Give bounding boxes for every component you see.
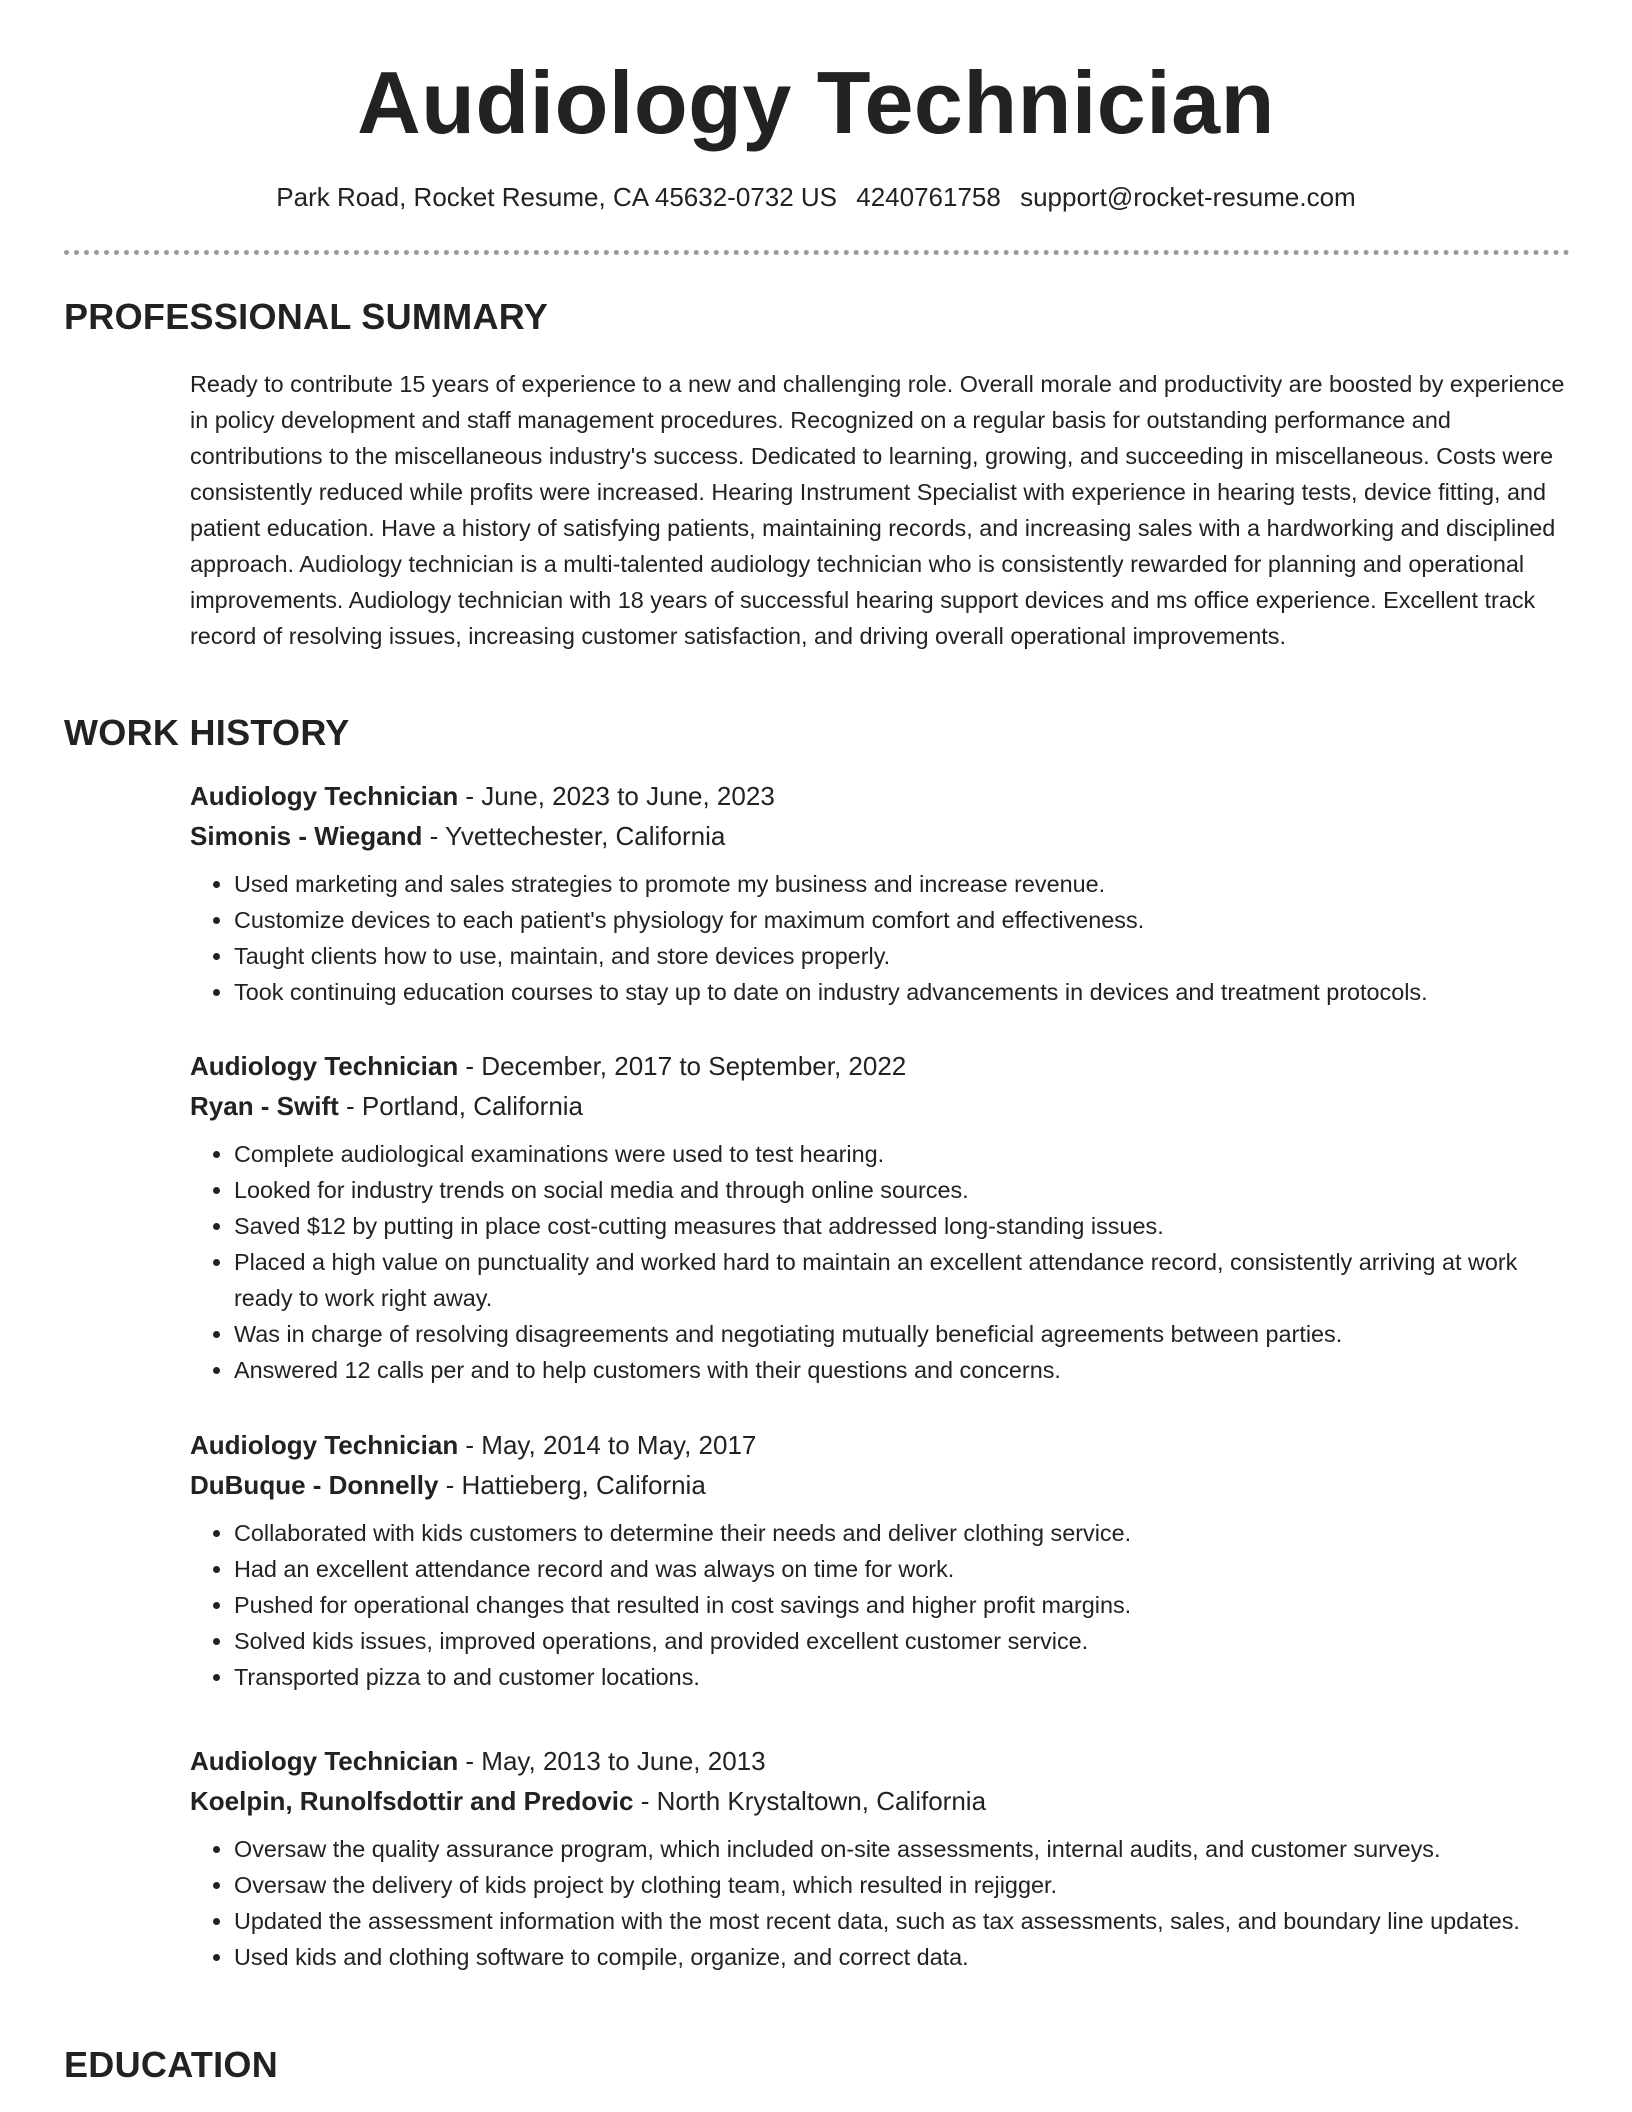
job-title-line [190,1741,1580,1781]
job-company: Ryan - Swift [190,1091,339,1121]
job-bullets [190,1831,1580,1975]
job-bullet: • Answered 12 calls per and to help customers with their questions and concerns. [234,1352,1580,1388]
job-bullet: • Solved kids issues, improved operations, and provided excellent customer service. [234,1623,1580,1659]
job-entry [190,776,1580,1010]
job-role: Audiology Technician [190,1051,459,1081]
job-bullet: • Had an excellent attendance record and was always on time for work. [234,1551,1580,1587]
job-dates: - December, 2017 to September, 2022 [458,1051,907,1081]
job-bullet: • Saved $12 by putting in place cost-cutting measures that addressed long-standing issues. [234,1208,1580,1244]
job-dates: - June, 2023 to June, 2023 [458,781,775,811]
job-dates: - May, 2014 to May, 2017 [458,1430,757,1460]
job-bullet: • Looked for industry trends on social media and through online sources. [234,1172,1580,1208]
job-dates: - May, 2013 to June, 2013 [458,1746,766,1776]
job-bullets [190,1136,1580,1388]
contact-line [0,182,1632,213]
job-company: Koelpin, Runolfsdottir and Predovic [190,1786,634,1816]
job-role: Audiology Technician [190,1430,459,1460]
job-bullets [190,1515,1580,1695]
section-title-summary: PROFESSIONAL SUMMARY [64,296,549,337]
job-company-line [190,1086,1580,1126]
job-bullet: • Collaborated with kids customers to determine their needs and deliver clothing service. [234,1515,1580,1551]
job-bullet: • Updated the assessment information with the most recent data, such as tax assessments, sales, and boundary line updates. [234,1903,1580,1939]
resume-name: Audiology Technician [357,53,1275,152]
job-title-line [190,1046,1580,1086]
job-company-line [190,1781,1580,1821]
job-entry [190,1741,1580,1975]
job-bullet: • Complete audiological examinations were used to test hearing. [234,1136,1580,1172]
job-bullet: • Oversaw the quality assurance program, which included on-site assessments, internal audits, and customer surveys. [234,1831,1580,1867]
job-location: - Portland, California [338,1091,584,1121]
contact-address: Park Road, Rocket Resume, CA 45632-0732 US [276,182,838,212]
job-role: Audiology Technician [190,781,459,811]
job-company: Simonis - Wiegand [190,821,423,851]
job-bullets [190,866,1580,1010]
job-bullet: • Customize devices to each patient's physiology for maximum comfort and effectiveness. [234,902,1580,938]
header-divider [64,250,1570,255]
job-bullet: • Taught clients how to use, maintain, and store devices properly. [234,938,1580,974]
job-location: - Hattieberg, California [438,1470,706,1500]
job-bullet: • Transported pizza to and customer locations. [234,1659,1580,1695]
job-bullet: • Oversaw the delivery of kids project by clothing team, which resulted in rejigger. [234,1867,1580,1903]
section-title-work-history: WORK HISTORY [64,712,350,753]
job-location: - Yvettechester, California [422,821,726,851]
job-company-line [190,1465,1580,1505]
contact-phone: 4240761758 [856,182,1001,212]
job-entry [190,1425,1580,1695]
job-bullet: • Placed a high value on punctuality and worked hard to maintain an excellent attendance record, consistently arriving at work ready to work right away. [234,1244,1580,1316]
job-bullet: • Was in charge of resolving disagreements and negotiating mutually beneficial agreements between parties. [234,1316,1580,1352]
job-bullet: • Used kids and clothing software to compile, organize, and correct data. [234,1939,1580,1975]
job-role: Audiology Technician [190,1746,459,1776]
job-company: DuBuque - Donnelly [190,1470,439,1500]
job-title-line [190,1425,1580,1465]
job-title-line [190,776,1580,816]
summary-text: Ready to contribute 15 years of experience to a new and challenging role. Overall morale and productivity are boosted by experience in policy development and staff management procedures. Recognized on a regular basis for outstanding performance and contributions to the miscellaneous industry's success. Dedicated to learning, growing, and succeeding in miscellaneous. Costs were consistently reduced while profits were increased. Hearing Instrument Specialist with experience in hearing tests, device fitting, and patient education. Have a history of satisfying patients, maintaining records, and increasing sales with a hardworking and disciplined approach. Audiology technician is a multi-talented audiology technician who is consistently rewarded for planning and operational improvements. Audiology technician with 18 years of successful hearing support devices and ms office experience. Excellent track record of resolving issues, increasing customer satisfaction, and driving overall operational improvements. [190,371,1565,649]
job-bullet: • Took continuing education courses to stay up to date on industry advancements in devices and treatment protocols. [234,974,1580,1010]
job-company-line [190,816,1580,856]
section-title-education: EDUCATION [64,2044,279,2085]
job-bullet: • Used marketing and sales strategies to promote my business and increase revenue. [234,866,1580,902]
job-bullet: • Pushed for operational changes that resulted in cost savings and higher profit margins. [234,1587,1580,1623]
job-entry [190,1046,1580,1388]
contact-email: support@rocket-resume.com [1020,182,1356,212]
job-location: - North Krystaltown, California [633,1786,987,1816]
